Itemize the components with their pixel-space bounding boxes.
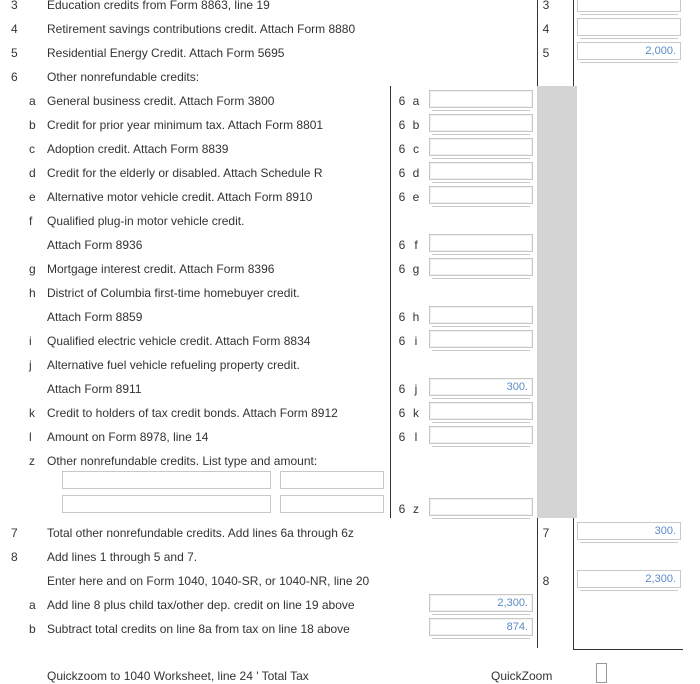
line-6k <box>0 400 700 424</box>
line-3 <box>0 0 700 16</box>
line-label: Education credits from Form 8863, line 19 <box>47 0 270 12</box>
line-letter: f <box>29 214 33 228</box>
line-8-heading <box>0 544 700 568</box>
line-label: Residential Energy Credit. Attach Form 5695 <box>47 46 285 60</box>
line-ref: 6 f <box>398 238 418 252</box>
line-ref: 6 e <box>398 190 420 204</box>
line-letter: d <box>29 166 36 180</box>
line-label: Alternative fuel vehicle refueling property credit. <box>47 358 300 372</box>
line-label: General business credit. Attach Form 3800 <box>47 94 275 108</box>
other-credit-type-field-1[interactable] <box>62 471 271 489</box>
line-6z-field[interactable] <box>429 498 533 516</box>
line-letter: g <box>29 262 36 276</box>
line-6l-field[interactable] <box>429 426 533 444</box>
line-label: Credit for the elderly or disabled. Attach Schedule R <box>47 166 323 180</box>
line-letter: b <box>29 118 36 132</box>
line-7 <box>0 520 700 544</box>
line-6h-field[interactable] <box>429 306 533 324</box>
line-8a <box>0 592 700 616</box>
line-letter: z <box>29 454 35 468</box>
line-label: Other nonrefundable credits: <box>47 70 200 84</box>
line-label: Credit for prior year minimum tax. Attach Form 8801 <box>47 118 324 132</box>
line-6d-field[interactable] <box>429 162 533 180</box>
line-6c-field[interactable] <box>429 138 533 156</box>
line-5 <box>0 40 700 64</box>
line-label: Adoption credit. Attach Form 8839 <box>47 142 229 156</box>
other-credit-amount-field-1[interactable] <box>280 471 384 489</box>
line-4 <box>0 16 700 40</box>
line-6h-heading <box>0 280 700 304</box>
line-number: 6 <box>11 70 18 84</box>
line-label: Add lines 1 through 5 and 7. <box>47 550 198 564</box>
line-6c <box>0 136 700 160</box>
line-6b-field[interactable] <box>429 114 533 132</box>
line-label: Qualified electric vehicle credit. Attach Form 8834 <box>47 334 311 348</box>
line-6f-heading <box>0 208 700 232</box>
line-6z <box>0 496 700 520</box>
line-ref: 6 g <box>398 262 420 276</box>
line-6l <box>0 424 700 448</box>
line-ref: 6 a <box>398 94 420 108</box>
line-number: 4 <box>11 22 18 36</box>
line-8b <box>0 616 700 640</box>
line-label: Qualified plug-in motor vehicle credit. <box>47 214 245 228</box>
line-ref: 6 k <box>398 406 419 420</box>
line-6 <box>0 64 700 88</box>
line-6b <box>0 112 700 136</box>
field-value: 874. <box>506 621 528 633</box>
line-6g <box>0 256 700 280</box>
line-ref: 7 <box>542 526 550 540</box>
line-ref: 6 h <box>398 310 420 324</box>
line-6z-heading <box>0 448 700 472</box>
line-3-field[interactable] <box>577 0 681 12</box>
line-8-field[interactable] <box>577 570 681 588</box>
line-6j-heading <box>0 352 700 376</box>
line-number: 7 <box>11 526 18 540</box>
field-value: 300. <box>506 381 528 393</box>
line-label: Alternative motor vehicle credit. Attach Form 8910 <box>47 190 313 204</box>
line-8a-field[interactable] <box>429 594 533 612</box>
line-ref: 5 <box>542 46 550 60</box>
line-6e <box>0 184 700 208</box>
line-label: Enter here and on Form 1040, 1040-SR, or 1040-NR, line 20 <box>47 574 370 588</box>
line-6a-field[interactable] <box>429 90 533 108</box>
line-6g-field[interactable] <box>429 258 533 276</box>
line-letter: h <box>29 286 36 300</box>
line-6k-field[interactable] <box>429 402 533 420</box>
line-label: Other nonrefundable credits. List type and amount: <box>47 454 318 468</box>
line-ref: 8 <box>542 574 550 588</box>
line-ref: 4 <box>542 22 550 36</box>
line-6d <box>0 160 700 184</box>
line-6a <box>0 88 700 112</box>
line-6h <box>0 304 700 328</box>
line-letter: i <box>29 334 32 348</box>
quickzoom-label: Quickzoom to 1040 Worksheet, line 24 ' Total Tax <box>47 669 309 683</box>
line-letter: e <box>29 190 36 204</box>
field-value: 2,000. <box>645 45 676 57</box>
line-ref: 3 <box>542 0 550 12</box>
line-6f <box>0 232 700 256</box>
line-number: 3 <box>11 0 18 12</box>
line-8 <box>0 568 700 592</box>
line-6j-field[interactable] <box>429 378 533 396</box>
line-ref: 6 z <box>398 502 419 516</box>
line-label: Total other nonrefundable credits. Add lines 6a through 6z <box>47 526 354 540</box>
line-6f-field[interactable] <box>429 234 533 252</box>
line-label: Credit to holders of tax credit bonds. Attach Form 8912 <box>47 406 338 420</box>
line-6j <box>0 376 700 400</box>
line-7-field[interactable] <box>577 522 681 540</box>
line-label: Mortgage interest credit. Attach Form 8396 <box>47 262 275 276</box>
line-ref: 6 i <box>398 334 418 348</box>
line-ref: 6 c <box>398 142 419 156</box>
field-value: 2,300. <box>497 597 528 609</box>
line-5-field[interactable] <box>577 42 681 60</box>
line-letter: j <box>29 358 32 372</box>
line-6e-field[interactable] <box>429 186 533 204</box>
line-letter: l <box>29 430 32 444</box>
line-letter: a <box>29 94 36 108</box>
line-label: Subtract total credits on line 8a from tax on line 18 above <box>47 622 350 636</box>
line-label: Attach Form 8859 <box>47 310 143 324</box>
line-label: Add line 8 plus child tax/other dep. credit on line 19 above <box>47 598 355 612</box>
quickzoom-button[interactable] <box>596 663 607 683</box>
line-ref: 6 d <box>398 166 420 180</box>
line-6i-field[interactable] <box>429 330 533 348</box>
line-number: 5 <box>11 46 18 60</box>
line-ref: 6 l <box>398 430 418 444</box>
line-6i <box>0 328 700 352</box>
line-label: Amount on Form 8978, line 14 <box>47 430 209 444</box>
quickzoom-button-label: QuickZoom <box>491 669 553 683</box>
field-value: 300. <box>654 525 676 537</box>
line-label: Retirement savings contributions credit. Attach Form 8880 <box>47 22 356 36</box>
section-divider <box>573 649 683 650</box>
line-label: District of Columbia first-time homebuyer credit. <box>47 286 300 300</box>
line-letter: b <box>29 622 36 636</box>
line-label: Attach Form 8911 <box>47 382 142 396</box>
line-letter: c <box>29 142 35 156</box>
line-ref: 6 j <box>398 382 418 396</box>
line-ref: 6 b <box>398 118 420 132</box>
line-letter: k <box>29 406 35 420</box>
line-number: 8 <box>11 550 18 564</box>
field-value: 2,300. <box>645 573 676 585</box>
line-4-field[interactable] <box>577 18 681 36</box>
line-8b-field[interactable] <box>429 618 533 636</box>
line-letter: a <box>29 598 36 612</box>
line-label: Attach Form 8936 <box>47 238 143 252</box>
